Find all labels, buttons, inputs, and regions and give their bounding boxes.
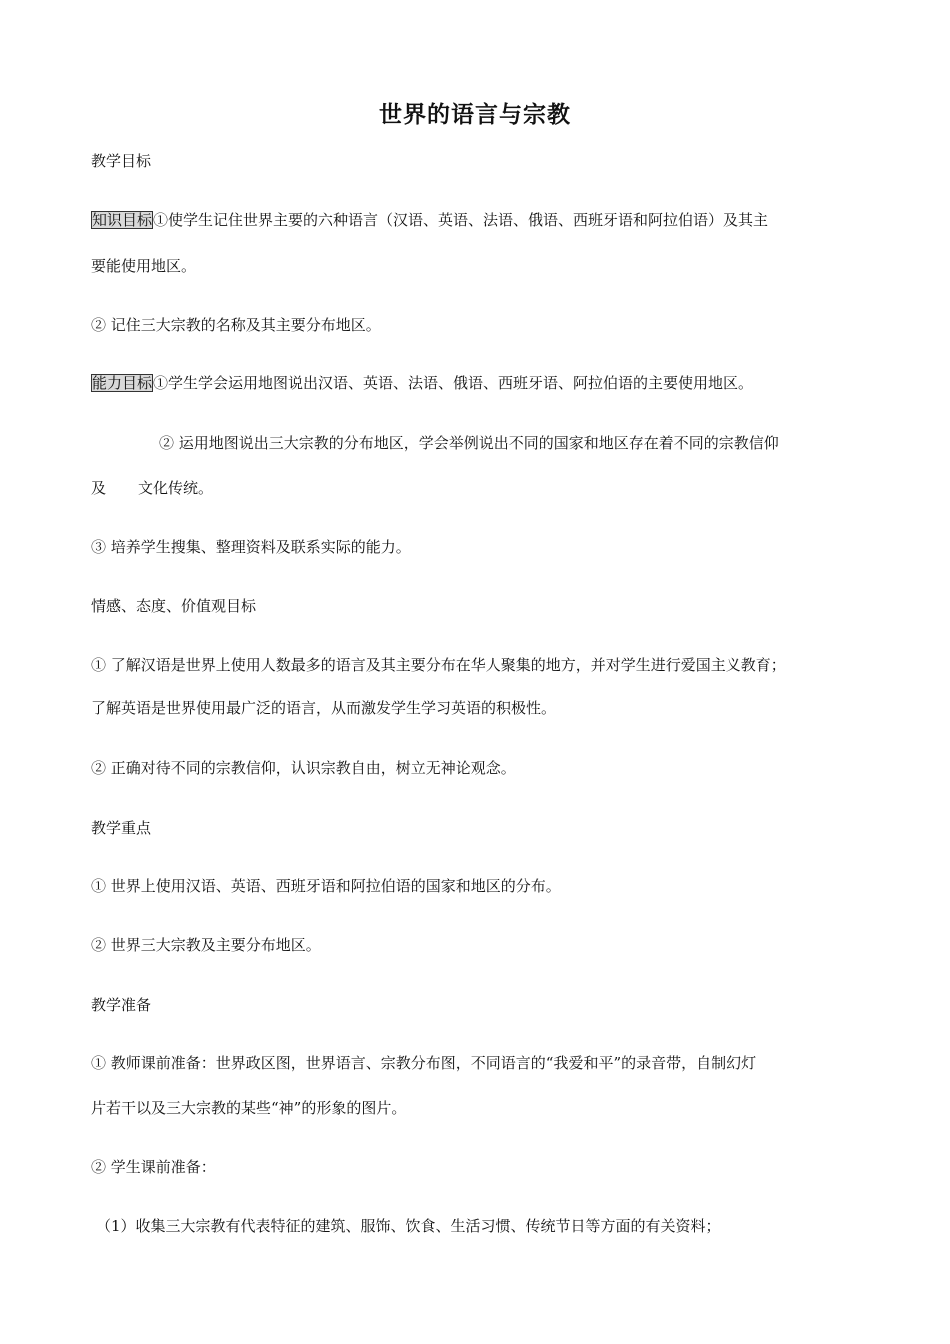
ability-line-2: ② 运用地图说出三大宗教的分布地区，学会举例说出不同的国家和地区存在着不同的宗教信仰: [159, 434, 779, 452]
ability-line-3: [91, 478, 213, 498]
heading-objectives: 教学目标: [91, 152, 152, 170]
heading-prep: 教学准备: [91, 996, 152, 1014]
emotion-line-3: ② 正确对待不同的宗教信仰，认识宗教自由，树立无神论观念。: [91, 759, 516, 777]
prep-line-3: ② 学生课前准备：: [91, 1158, 216, 1176]
knowledge-text-1: ①使学生记住世界主要的六种语言（汉语、英语、法语、俄语、西班牙语和阿拉伯语）及其主: [153, 211, 769, 229]
knowledge-line-2: 要能使用地区。: [91, 257, 197, 275]
heading-key: 教学重点: [91, 819, 152, 837]
knowledge-line-3: ② 记住三大宗教的名称及其主要分布地区。: [91, 316, 381, 334]
key-line-2: ② 世界三大宗教及主要分布地区。: [91, 936, 321, 954]
ability-text-3b: 文化传统。: [138, 479, 214, 497]
prep-line-4: （1）收集三大宗教有代表特征的建筑、服饰、饮食、生活习惯、传统节日等方面的有关资料；: [96, 1217, 721, 1235]
emotion-line-2: 了解英语是世界使用最广泛的语言，从而激发学生学习英语的积极性。: [91, 699, 557, 717]
ability-line-1: [91, 373, 753, 393]
ability-text-1: ①学生学会运用地图说出汉语、英语、法语、俄语、西班牙语、阿拉伯语的主要使用地区。: [153, 374, 754, 392]
emotion-line-1: ① 了解汉语是世界上使用人数最多的语言及其主要分布在华人聚集的地方，并对学生进行爱国主义教育；: [91, 656, 786, 674]
knowledge-tag: 知识目标: [92, 211, 153, 229]
document-title: 世界的语言与宗教: [379, 102, 571, 128]
ability-text-3a: 及: [91, 479, 107, 497]
ability-line-4: ③ 培养学生搜集、整理资料及联系实际的能力。: [91, 538, 411, 556]
key-line-1: ① 世界上使用汉语、英语、西班牙语和阿拉伯语的国家和地区的分布。: [91, 877, 561, 895]
prep-line-2: 片若干以及三大宗教的某些“神”的形象的图片。: [91, 1099, 407, 1117]
prep-line-1: ① 教师课前准备：世界政区图，世界语言、宗教分布图，不同语言的“我爱和平”的录音带，自制幻灯: [91, 1054, 757, 1072]
ability-tag: 能力目标: [92, 374, 153, 392]
heading-emotion: 情感、态度、价值观目标: [91, 597, 257, 615]
knowledge-line-1: [91, 210, 768, 230]
